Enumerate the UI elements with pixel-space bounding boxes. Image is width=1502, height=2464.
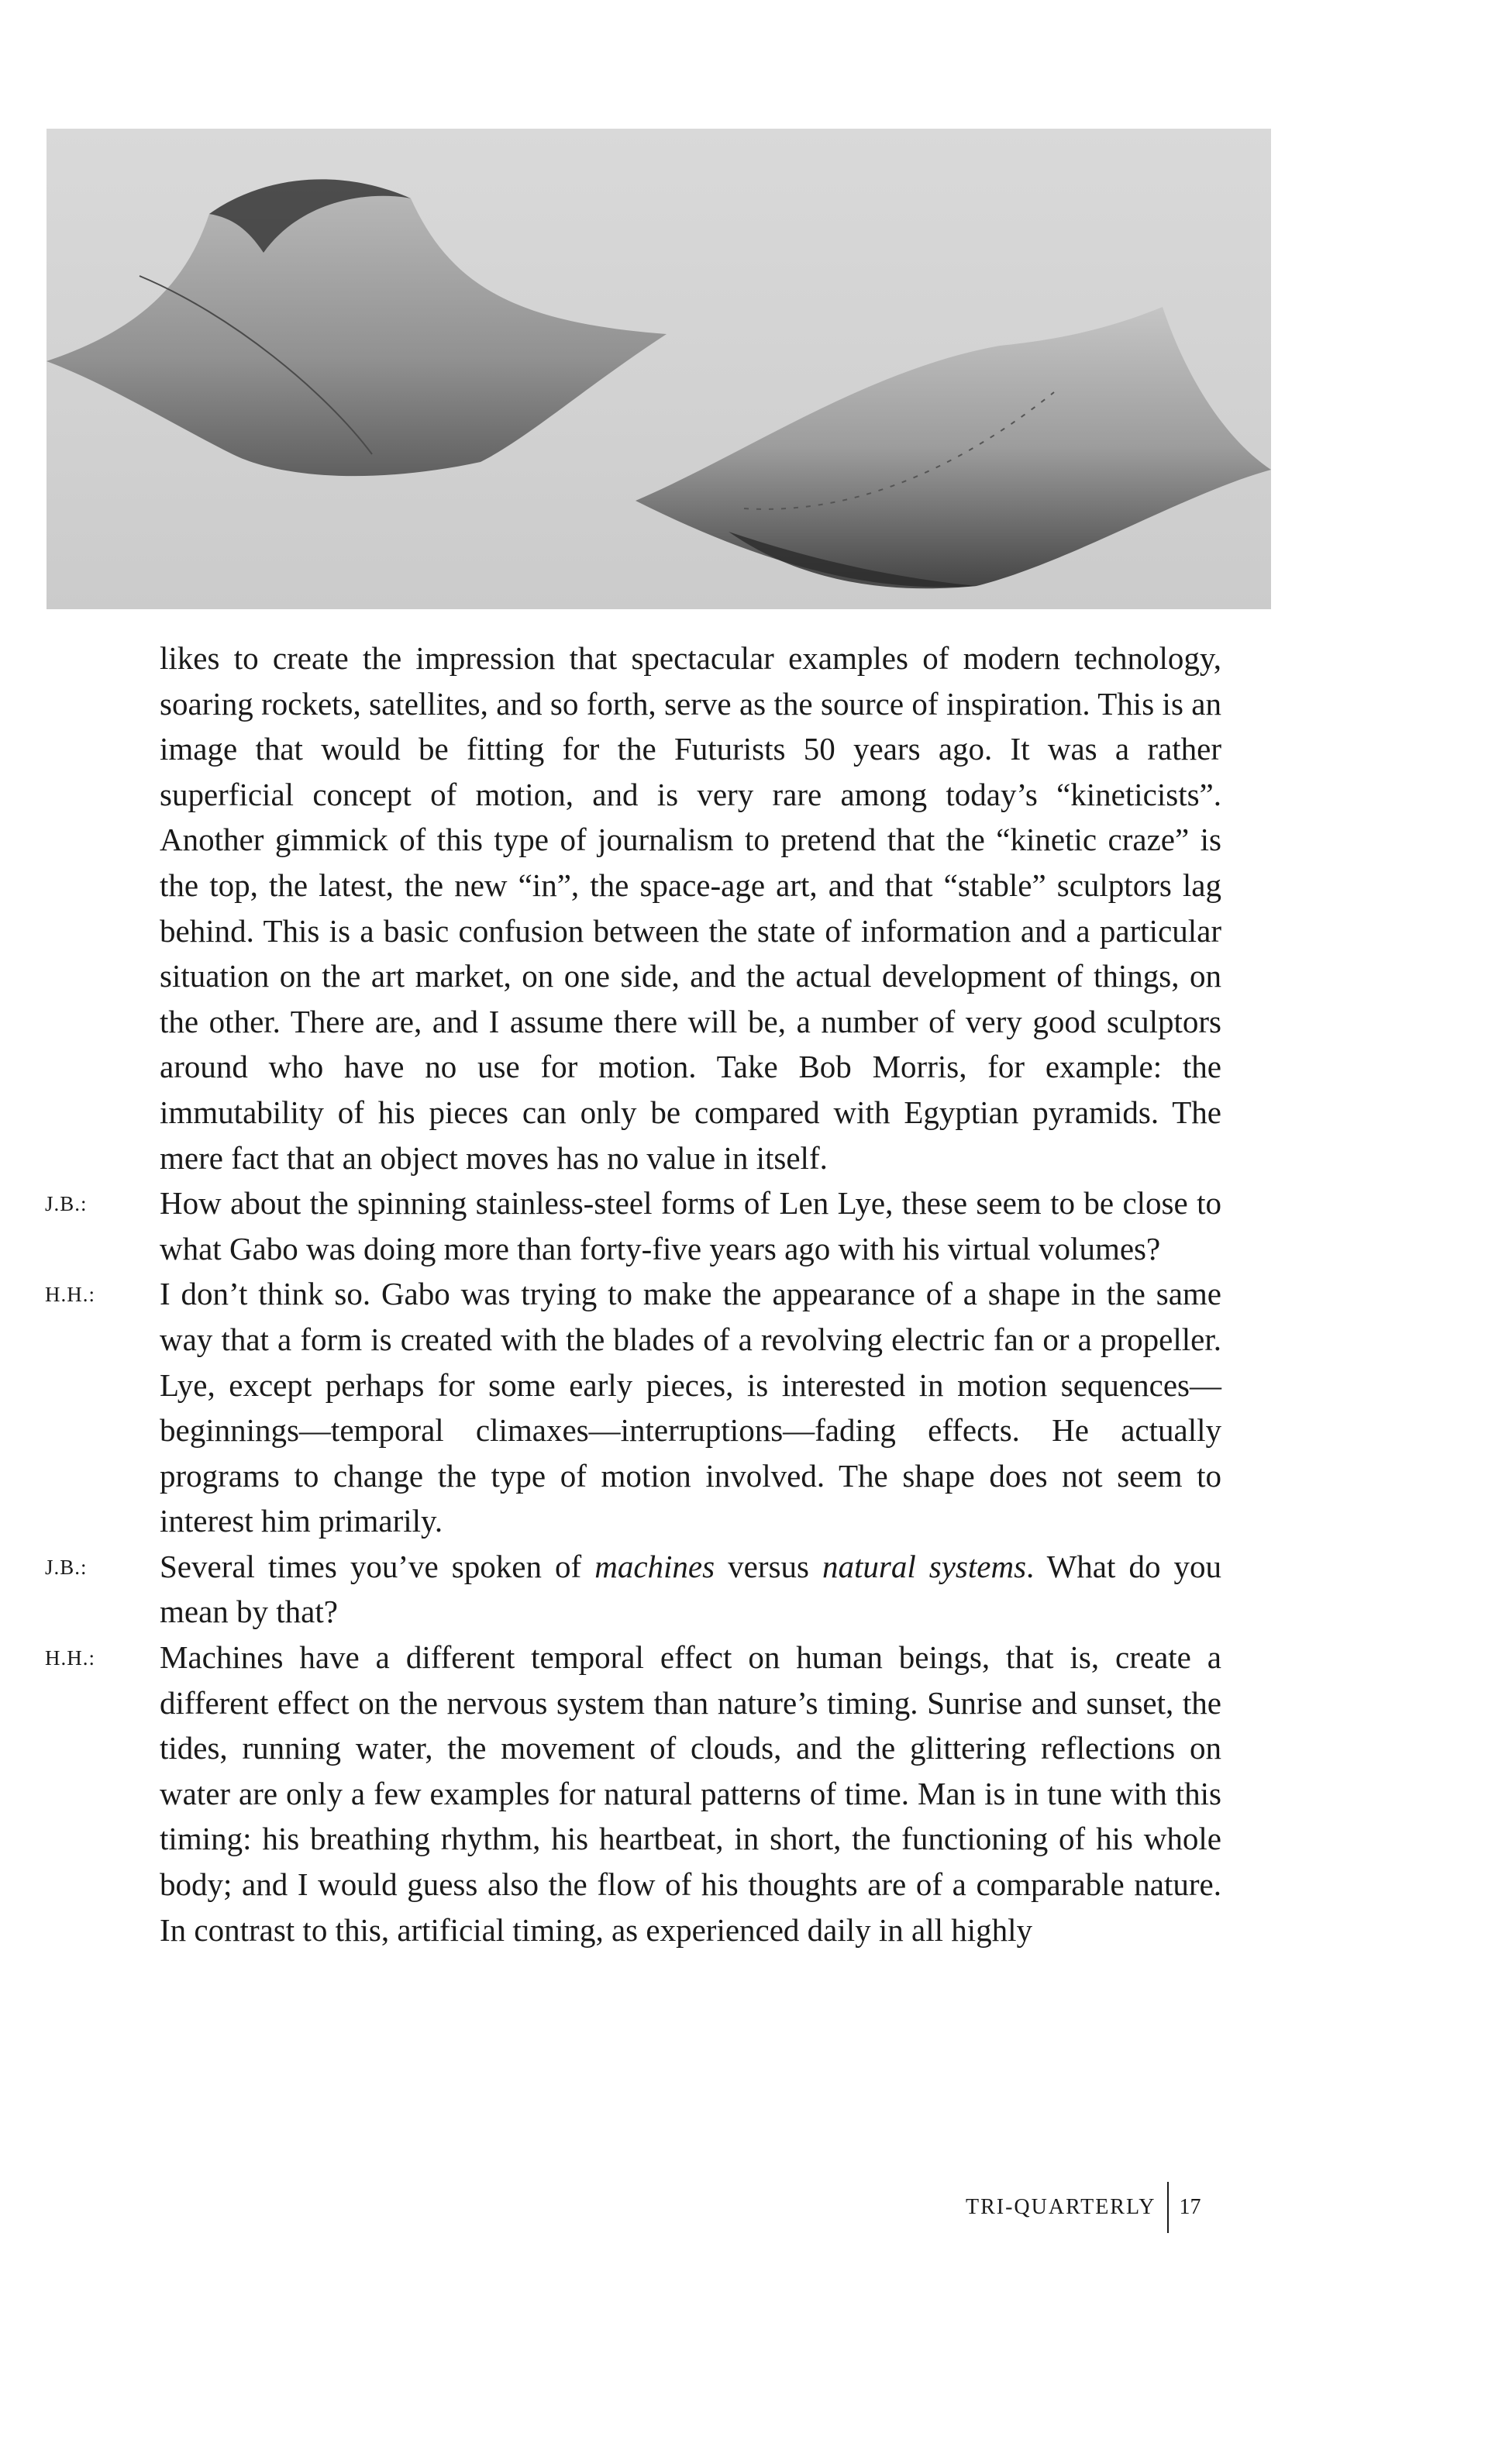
interview-text: [45, 636, 1222, 1952]
sculpture-illustration: [47, 129, 1271, 609]
interview-turn: [45, 1544, 1222, 1635]
turn-text: How about the spinning stainless-steel forms of Len Lye, these seem to be close to what Gabo was doing more than forty-five years ago with his virtual volumes?: [160, 1185, 1221, 1266]
speaker-label: J.B.:: [45, 1192, 88, 1216]
interview-turn: [45, 1635, 1221, 1952]
page-number: 17: [1179, 2195, 1201, 2219]
turn-text-after: . What do you mean by that?: [160, 1548, 1222, 1630]
opening-paragraph: likes to create the impression that spectacular examples of modern technology, soaring rockets, satellites, and so forth, serve as the source of inspiration. This is an image that would be fitting for the Futurists 50 years ago. It was a rather superficial concept of motion, and is very rare among today’s “kineticists”. Another gimmick of this type of journalism to pretend that the “kinetic craze” is the top, the latest, the new “in”, the space-age art, and that “stable” sculptors lag behind. This is a basic confusion between the state of information and a particular situation on the art market, on one side, and the actual development of things, on the other. There are, and I assume there will be, a number of very good sculptors around who have no use for motion. Take Bob Morris, for example: the immutability of his pieces can only be compared with Egyptian pyramids. The mere fact that an object moves has no value in itself.: [160, 640, 1221, 1176]
italic-term-machines: machines: [594, 1548, 715, 1584]
turn-text-before: Several times you’ve spoken of: [160, 1548, 595, 1584]
speaker-label: H.H.:: [45, 1646, 95, 1670]
interview-turn: [45, 1180, 1221, 1271]
page-footer: [966, 2184, 1201, 2231]
italic-term-natural-systems: natural systems: [822, 1548, 1027, 1584]
turn-text: [160, 1544, 1221, 1635]
speaker-label: J.B.:: [45, 1555, 88, 1579]
turn-text: I don’t think so. Gabo was trying to make the appearance of a shape in the same way that a form is created with the blades of a revolving electric fan or a propeller. Lye, except perhaps for some early pieces, is interested in motion sequences—beginnings—temporal climaxes—interruptions—fading effects. He actually programs to change the type of motion involved. The shape does not seem to interest him primarily.: [160, 1276, 1221, 1539]
speaker-label: H.H.:: [45, 1283, 95, 1307]
journal-title: TRI-QUARTERLY: [966, 2195, 1156, 2219]
interview-turn: [45, 1271, 1221, 1544]
sculpture-photograph: [47, 129, 1271, 609]
turn-text: Machines have a different temporal effect on human beings, that is, create a different effect on the nervous system than nature’s timing. Sunrise and sunset, the tides, running water, the movement of clouds, and the glittering reflections on water are only a few examples for natural patterns of time. Man is in tune with this timing: his breathing rhythm, his heartbeat, in short, the functioning of his whole body; and I would guess also the flow of his thoughts are of a comparable nature. In contrast to this, artificial timing, as experienced daily in all highly: [160, 1639, 1221, 1948]
turn-text-middle: versus: [715, 1548, 822, 1584]
